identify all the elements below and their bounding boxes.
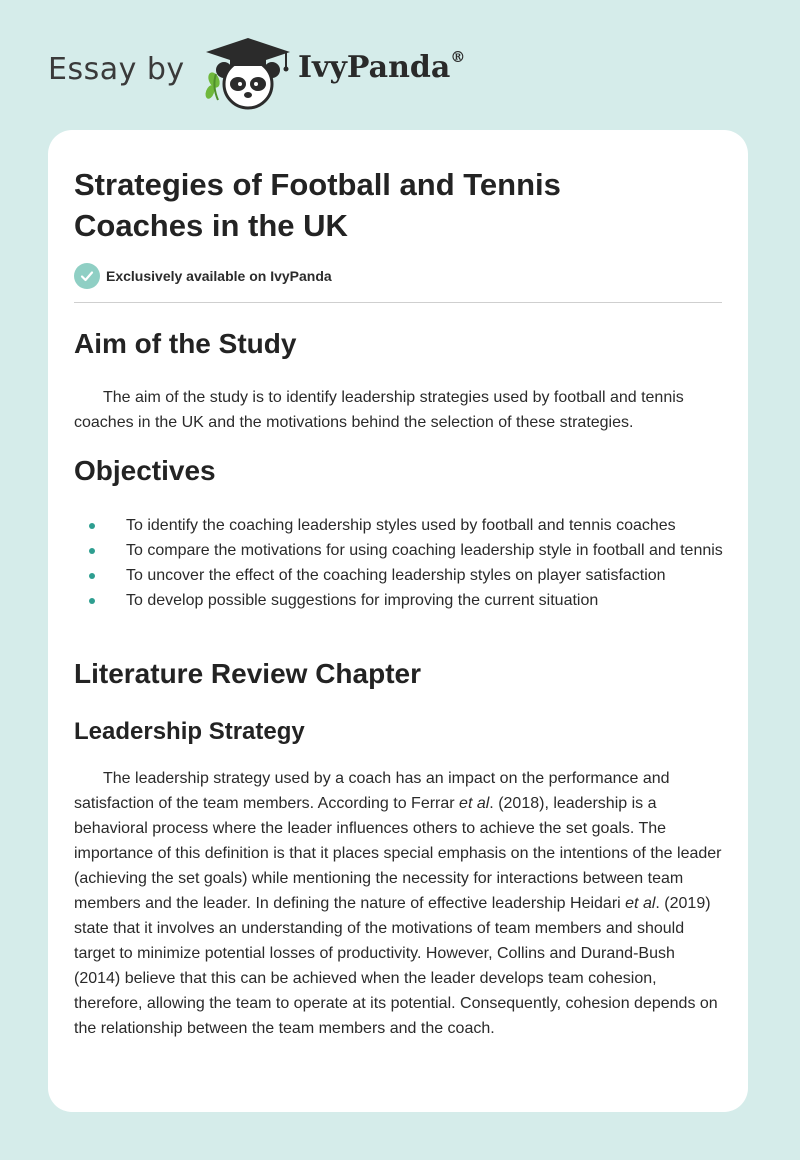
divider: [74, 302, 722, 303]
objectives-heading: Objectives: [74, 455, 216, 486]
leadership-paragraph: The leadership strategy used by a coach has an impact on the performance and satisfaction of the team members. According to Ferrar et al. (2018), leadership is a behavioral process where the leader influences others to achieve the set goals. The importance of this definition is that it places special emphasis on the intentions of the leader (achieving the set goals) while mentioning the necessity for interactions between team members and the leader. In defining the nature of effective leadership Heidari et al. (2019) state that it involves an understanding of the motivations of team members and should target to minimize potential losses of productivity. However, Collins and Durand-Bush (2014) believe that this can be achieved when the leader develops team cohesion, therefore, allowing the team to operate at its potential. Consequently, cohesion depends on the relationship between the team members and the coach.: [74, 770, 722, 1037]
brand-name: IvyPanda®: [298, 48, 466, 85]
list-item: To identify the coaching leadership styles used by football and tennis coaches: [74, 513, 724, 538]
aim-paragraph: The aim of the study is to identify leadership strategies used by football and tennis coaches in the UK and the motivations behind the selection of these strategies.: [74, 389, 684, 431]
panda-graduate-logo-icon[interactable]: [202, 34, 294, 115]
bullet-icon: [89, 523, 95, 529]
exclusive-badge: [74, 263, 332, 289]
list-item: To compare the motivations for using coaching leadership style in football and tennis: [74, 538, 724, 563]
page-title: Strategies of Football and Tennis Coaches in the UK: [74, 167, 561, 243]
checkmark-icon: [74, 263, 100, 289]
objectives-list: [74, 513, 724, 613]
bullet-icon: [89, 598, 95, 604]
bullet-icon: [89, 573, 95, 579]
list-item: To uncover the effect of the coaching leadership styles on player satisfaction: [74, 563, 724, 588]
literature-review-heading: Literature Review Chapter: [74, 658, 421, 689]
bullet-icon: [89, 548, 95, 554]
aim-heading: Aim of the Study: [74, 328, 297, 359]
leadership-strategy-heading: Leadership Strategy: [74, 718, 305, 745]
brand-prefix: Essay by: [48, 52, 185, 87]
list-item: To develop possible suggestions for improving the current situation: [74, 588, 724, 613]
essay-card: [48, 130, 748, 1112]
exclusive-label: Exclusively available on IvyPanda: [106, 268, 332, 284]
brand-header: [48, 34, 508, 110]
